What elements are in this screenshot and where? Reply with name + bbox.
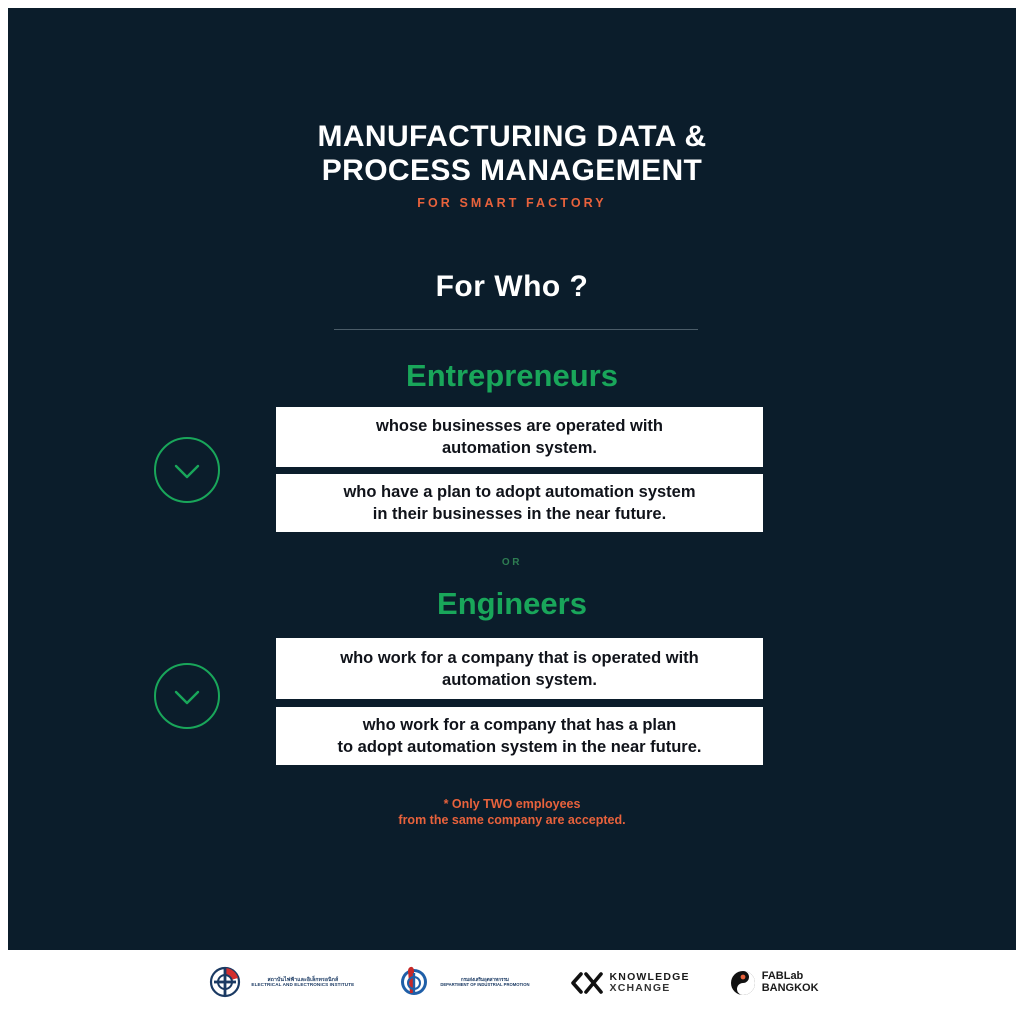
knowledge-xchange-logo: [570, 970, 690, 996]
footnote-line: * Only TWO employees: [443, 797, 581, 811]
section-divider: [334, 329, 698, 330]
footnote: [8, 796, 1016, 828]
poster-canvas: [8, 8, 1016, 1016]
fablab-logo-line-2: BANGKOK: [761, 982, 819, 994]
kx-logo-mark: [570, 970, 604, 996]
kx-logo-text: [610, 972, 690, 994]
criteria-line: whose businesses are operated with: [375, 417, 663, 435]
eei-logo-mark: [205, 963, 245, 1003]
eei-logo-text: [251, 978, 354, 988]
criteria-line: who work for a company that is operated with: [340, 648, 699, 667]
fablab-bangkok-logo: [730, 970, 819, 996]
criteria-line: who work for a company that has a plan: [362, 716, 677, 734]
check-circle-icon-entrepreneurs: [154, 437, 220, 503]
or-label: OR: [501, 557, 523, 568]
fablab-logo-line-1: FABLab: [761, 970, 804, 983]
group-heading-engineers: Engineers: [437, 586, 587, 621]
criteria-card: [276, 638, 763, 699]
criteria-line: automation system.: [442, 439, 597, 457]
criteria-line: who have a plan to adopt automation system: [343, 483, 696, 501]
criteria-line: to adopt automation system in the near future.: [337, 738, 702, 756]
footnote-line: from the same company are accepted.: [398, 813, 626, 827]
fablab-logo-mark: [730, 970, 756, 996]
title-block: [8, 120, 1016, 210]
criteria-line: in their businesses in the near future.: [372, 505, 667, 523]
kx-logo-line-2: XCHANGE: [609, 982, 671, 994]
eei-logo-line-th: สถาบันไฟฟ้าและอิเล็กทรอนิกส์: [267, 976, 339, 983]
eei-logo: [205, 963, 354, 1003]
criteria-card: [276, 474, 763, 532]
criteria-card: [276, 407, 763, 467]
fablab-logo-text: [762, 971, 819, 994]
kx-logo-line-1: KNOWLEDGE: [609, 970, 690, 983]
footer-logo-bar: [8, 950, 1016, 1016]
dip-logo: [394, 963, 529, 1003]
dip-logo-line-en: DEPARTMENT OF INDUSTRIAL PROMOTION: [440, 982, 530, 988]
group-heading-entrepreneurs: Entrepreneurs: [406, 358, 618, 393]
dip-logo-line-th: กรมส่งเสริมอุตสาหกรรม: [460, 977, 509, 983]
criteria-card: [276, 707, 763, 765]
criteria-line: automation system.: [442, 670, 597, 689]
poster-title-line-1: MANUFACTURING DATA &: [317, 120, 707, 153]
poster-subtitle: FOR SMART FACTORY: [417, 196, 607, 210]
eei-logo-line-en: ELECTRICAL AND ELECTRONICS INSTITUTE: [251, 982, 355, 988]
check-circle-icon-engineers: [154, 663, 220, 729]
section-question: For Who ?: [435, 270, 589, 303]
dip-logo-mark: [394, 963, 434, 1003]
poster-title-line-2: PROCESS MANAGEMENT: [321, 154, 703, 187]
dip-logo-text: [440, 978, 529, 987]
